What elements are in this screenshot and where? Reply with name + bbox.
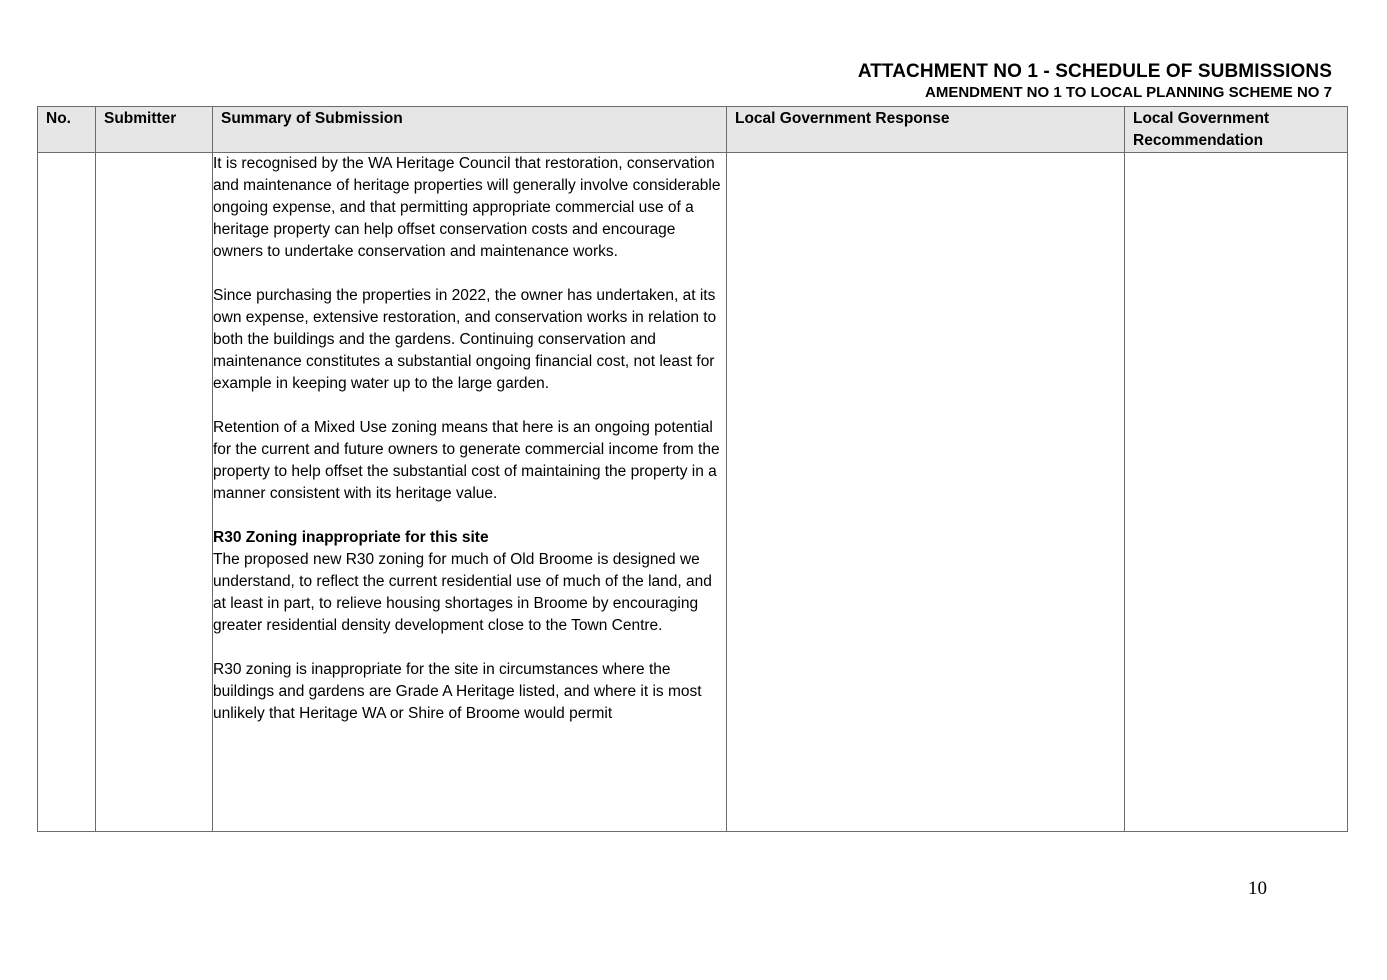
attachment-title: ATTACHMENT NO 1 - SCHEDULE OF SUBMISSIONS	[857, 61, 1332, 82]
cell-recommendation	[1125, 153, 1348, 832]
column-header-recommendation: Local Government Recommendation	[1125, 107, 1348, 153]
document-header	[858, 60, 1332, 102]
amendment-subtitle: AMENDMENT NO 1 TO LOCAL PLANNING SCHEME NO 7	[925, 84, 1332, 101]
summary-text	[213, 153, 726, 809]
page-number: 10	[1248, 878, 1267, 899]
summary-paragraph: Retention of a Mixed Use zoning means that here is an ongoing potential for the current and future owners to generate commercial income from the property to help offset the substantial cost of maintaining the property in a manner consistent with its heritage value.	[213, 419, 720, 502]
summary-subheading: R30 Zoning inappropriate for this site	[213, 529, 489, 546]
table-header-row	[38, 107, 1348, 153]
cell-no	[38, 153, 96, 832]
summary-paragraph: The proposed new R30 zoning for much of Old Broome is designed we understand, to reflect the current residential use of much of the land, and at least in part, to relieve housing shortages in Broome by encouraging greater residential density development close to the Town Centre.	[213, 551, 712, 634]
column-header-summary: Summary of Submission	[213, 107, 727, 153]
cell-submitter	[96, 153, 213, 832]
cell-summary	[213, 153, 727, 832]
summary-paragraph: It is recognised by the WA Heritage Council that restoration, conservation and maintenance of heritage properties will generally involve considerable ongoing expense, and that permitting appropriate commercial use of a heritage property can help offset conservation costs and encourage owners to undertake conservation and maintenance works.	[213, 155, 721, 260]
column-header-no: No.	[38, 107, 96, 153]
column-header-submitter: Submitter	[96, 107, 213, 153]
summary-paragraph: Since purchasing the properties in 2022, the owner has undertaken, at its own expense, extensive restoration, and conservation works in relation to both the buildings and the gardens. Continuing conservation and maintenance constitutes a substantial ongoing financial cost, not least for example in keeping water up to the large garden.	[213, 287, 717, 392]
summary-paragraph: R30 zoning is inappropriate for the site in circumstances where the buildings and gardens are Grade A Heritage listed, and where it is most unlikely that Heritage WA or Shire of Broome would permit	[213, 661, 702, 722]
submissions-table	[37, 106, 1348, 832]
cell-response	[727, 153, 1125, 832]
table-row	[38, 153, 1348, 832]
column-header-response: Local Government Response	[727, 107, 1125, 153]
